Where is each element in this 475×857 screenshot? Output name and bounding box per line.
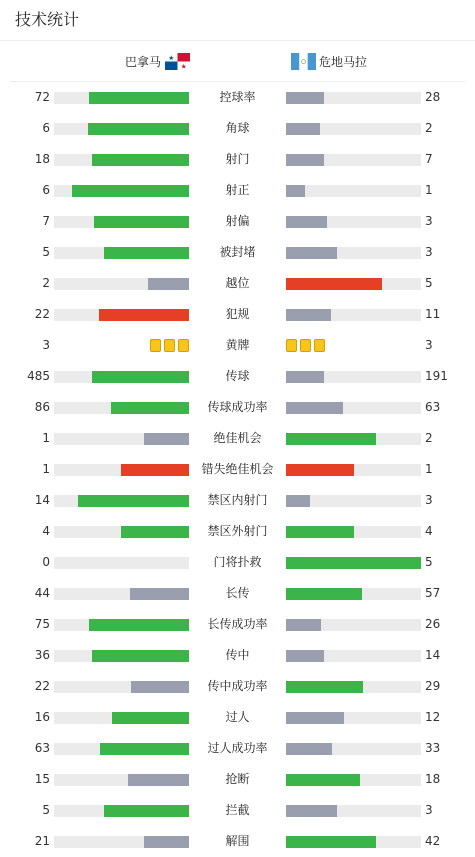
away-bar-fill — [286, 836, 376, 848]
away-value: 26 — [425, 617, 441, 631]
home-value: 6 — [42, 183, 50, 197]
stat-label: 长传成功率 — [207, 617, 268, 631]
away-value: 1 — [425, 462, 433, 476]
home-bar-track — [54, 433, 189, 445]
stat-row — [0, 764, 475, 795]
stat-label: 射门 — [225, 152, 250, 166]
stat-row — [0, 795, 475, 826]
away-bar-fill — [286, 92, 324, 104]
home-bar-track — [54, 185, 189, 197]
away-bar-fill — [286, 464, 354, 476]
home-bar-track — [54, 92, 189, 104]
away-bar-track — [286, 743, 421, 755]
away-value: 63 — [425, 400, 441, 414]
yellow-card-icon — [164, 339, 175, 352]
home-bar-track — [54, 464, 189, 476]
away-bar-track — [286, 247, 421, 259]
stat-row — [0, 485, 475, 516]
away-value: 33 — [425, 741, 441, 755]
home-bar-track — [54, 805, 189, 817]
stat-row — [0, 733, 475, 764]
home-bar-fill — [89, 619, 189, 631]
home-team — [125, 53, 190, 70]
away-bar-track — [286, 526, 421, 538]
away-value: 14 — [425, 648, 441, 662]
home-bar-track — [54, 774, 189, 786]
away-bar-fill — [286, 495, 310, 507]
away-bar-track — [286, 836, 421, 848]
away-bar-fill — [286, 557, 421, 569]
stat-row — [0, 144, 475, 175]
away-value: 18 — [425, 772, 441, 786]
home-value: 4 — [42, 524, 50, 538]
home-bar-track — [54, 650, 189, 662]
stat-label: 门将扑救 — [213, 555, 262, 569]
stat-label: 过人成功率 — [207, 741, 268, 755]
away-bar-fill — [286, 247, 337, 259]
home-bar-fill — [88, 123, 189, 135]
yellow-card-icon — [300, 339, 311, 352]
away-bar-track — [286, 123, 421, 135]
away-yellow-cards — [286, 339, 325, 352]
home-bar-track — [54, 743, 189, 755]
stat-row — [0, 609, 475, 640]
home-bar-track — [54, 309, 189, 321]
away-value: 2 — [425, 121, 433, 135]
away-value: 3 — [425, 245, 433, 259]
away-team-name: 危地马拉 — [319, 55, 368, 69]
guatemala-flag-icon — [291, 53, 316, 70]
home-value: 18 — [34, 152, 50, 166]
stat-label: 射偏 — [225, 214, 250, 228]
home-bar-fill — [72, 185, 189, 197]
stat-label: 拦截 — [225, 803, 250, 817]
stat-label: 禁区内射门 — [207, 493, 268, 507]
away-value: 191 — [425, 369, 448, 383]
home-value: 0 — [42, 555, 50, 569]
stat-label: 错失绝佳机会 — [201, 462, 274, 476]
home-bar-track — [54, 681, 189, 693]
away-value: 12 — [425, 710, 441, 724]
stat-row — [0, 206, 475, 237]
home-bar-fill — [111, 402, 189, 414]
home-value: 1 — [42, 431, 50, 445]
stat-label: 控球率 — [219, 90, 256, 104]
away-bar-track — [286, 774, 421, 786]
away-bar-track — [286, 185, 421, 197]
away-bar-fill — [286, 402, 343, 414]
stat-row — [0, 516, 475, 547]
away-bar-track — [286, 92, 421, 104]
stat-row — [0, 268, 475, 299]
stat-row — [0, 299, 475, 330]
stat-label: 被封堵 — [219, 245, 256, 259]
home-bar-track — [54, 247, 189, 259]
stat-row — [0, 113, 475, 144]
home-value: 485 — [27, 369, 50, 383]
teams-header — [10, 41, 465, 82]
home-bar-track — [54, 619, 189, 631]
stat-row — [0, 361, 475, 392]
away-bar-track — [286, 557, 421, 569]
home-value: 16 — [34, 710, 50, 724]
home-value: 6 — [42, 121, 50, 135]
home-value: 72 — [34, 90, 50, 104]
home-value: 7 — [42, 214, 50, 228]
home-bar-track — [54, 588, 189, 600]
home-yellow-cards — [150, 339, 189, 352]
stat-label: 传球成功率 — [207, 400, 268, 414]
stat-row — [0, 578, 475, 609]
home-value: 21 — [34, 834, 50, 848]
home-bar-fill — [94, 216, 189, 228]
panama-flag-icon — [165, 53, 190, 70]
home-bar-fill — [148, 278, 189, 290]
home-bar-fill — [92, 650, 189, 662]
stat-label: 射正 — [225, 183, 250, 197]
away-bar-track — [286, 588, 421, 600]
home-value: 15 — [34, 772, 50, 786]
away-bar-fill — [286, 619, 321, 631]
away-bar-fill — [286, 185, 305, 197]
away-bar-fill — [286, 712, 344, 724]
home-bar-track — [54, 216, 189, 228]
away-bar-track — [286, 650, 421, 662]
home-bar-fill — [128, 774, 189, 786]
home-bar-fill — [99, 309, 189, 321]
away-bar-fill — [286, 805, 337, 817]
away-bar-track — [286, 495, 421, 507]
away-bar-track — [286, 216, 421, 228]
home-bar-track — [54, 557, 189, 569]
home-value: 2 — [42, 276, 50, 290]
yellow-card-icon — [150, 339, 161, 352]
home-bar-fill — [144, 433, 189, 445]
stat-label: 传中成功率 — [207, 679, 268, 693]
away-bar-fill — [286, 123, 320, 135]
away-bar-track — [286, 681, 421, 693]
stat-label: 禁区外射门 — [207, 524, 268, 538]
stat-row — [0, 826, 475, 857]
away-bar-fill — [286, 681, 363, 693]
home-value: 14 — [34, 493, 50, 507]
away-value: 2 — [425, 431, 433, 445]
home-bar-fill — [92, 154, 189, 166]
home-value: 86 — [34, 400, 50, 414]
away-value: 7 — [425, 152, 433, 166]
away-value: 5 — [425, 555, 433, 569]
away-bar-fill — [286, 371, 324, 383]
away-bar-fill — [286, 526, 354, 538]
stat-label: 越位 — [225, 276, 250, 290]
stat-row — [0, 702, 475, 733]
home-bar-track — [54, 836, 189, 848]
stat-row — [0, 547, 475, 578]
home-bar-track — [54, 495, 189, 507]
away-value: 29 — [425, 679, 441, 693]
home-value: 63 — [34, 741, 50, 755]
away-bar-fill — [286, 588, 362, 600]
away-team — [291, 53, 367, 70]
away-value: 3 — [425, 803, 433, 817]
home-bar-track — [54, 278, 189, 290]
away-bar-track — [286, 278, 421, 290]
stat-label: 绝佳机会 — [213, 431, 262, 445]
stat-label: 长传 — [225, 586, 250, 600]
home-bar-track — [54, 712, 189, 724]
away-bar-track — [286, 805, 421, 817]
away-value: 3 — [425, 338, 433, 352]
away-bar-track — [286, 402, 421, 414]
home-value: 36 — [34, 648, 50, 662]
away-bar-track — [286, 309, 421, 321]
home-value: 5 — [42, 245, 50, 259]
home-value: 5 — [42, 803, 50, 817]
away-bar-track — [286, 712, 421, 724]
stat-row — [0, 175, 475, 206]
away-value: 3 — [425, 214, 433, 228]
stat-row — [0, 671, 475, 702]
home-bar-fill — [144, 836, 189, 848]
home-value: 1 — [42, 462, 50, 476]
away-bar-fill — [286, 743, 332, 755]
home-bar-fill — [121, 526, 189, 538]
home-bar-fill — [131, 681, 189, 693]
away-bar-fill — [286, 433, 376, 445]
away-bar-fill — [286, 650, 324, 662]
away-bar-track — [286, 154, 421, 166]
stat-label: 传中 — [225, 648, 250, 662]
stat-label: 解围 — [225, 834, 250, 848]
stat-row — [0, 392, 475, 423]
stat-label: 角球 — [225, 121, 250, 135]
away-bar-fill — [286, 774, 360, 786]
away-value: 4 — [425, 524, 433, 538]
away-value: 5 — [425, 276, 433, 290]
away-bar-track — [286, 464, 421, 476]
home-value: 44 — [34, 586, 50, 600]
home-value: 22 — [34, 679, 50, 693]
home-bar-fill — [112, 712, 189, 724]
home-team-name: 巴拿马 — [124, 55, 161, 69]
home-bar-fill — [104, 805, 189, 817]
home-bar-fill — [104, 247, 189, 259]
yellow-card-icon — [286, 339, 297, 352]
stat-row — [0, 330, 475, 361]
home-bar-fill — [100, 743, 189, 755]
away-value: 11 — [425, 307, 441, 321]
stat-label: 过人 — [225, 710, 250, 724]
away-value: 3 — [425, 493, 433, 507]
yellow-card-icon — [178, 339, 189, 352]
away-value: 42 — [425, 834, 441, 848]
home-bar-track — [54, 123, 189, 135]
home-bar-track — [54, 154, 189, 166]
stat-label: 黄牌 — [225, 338, 250, 352]
away-value: 1 — [425, 183, 433, 197]
home-value: 3 — [42, 338, 50, 352]
stat-row — [0, 423, 475, 454]
stat-row — [0, 237, 475, 268]
home-bar-fill — [92, 371, 189, 383]
home-bar-track — [54, 402, 189, 414]
away-bar-track — [286, 371, 421, 383]
home-bar-track — [54, 371, 189, 383]
home-value: 22 — [34, 307, 50, 321]
home-bar-fill — [121, 464, 189, 476]
stat-label: 犯规 — [225, 307, 250, 321]
yellow-card-icon — [314, 339, 325, 352]
stat-row — [0, 640, 475, 671]
home-bar-track — [54, 526, 189, 538]
stat-label: 传球 — [225, 369, 250, 383]
home-value: 75 — [34, 617, 50, 631]
stat-row — [0, 82, 475, 113]
away-bar-track — [286, 619, 421, 631]
away-bar-fill — [286, 278, 382, 290]
away-bar-fill — [286, 216, 327, 228]
stat-label: 抢断 — [225, 772, 250, 786]
stat-row — [0, 454, 475, 485]
away-bar-track — [286, 433, 421, 445]
stats-list — [0, 82, 475, 857]
away-bar-fill — [286, 154, 324, 166]
away-value: 28 — [425, 90, 441, 104]
section-title: 技术统计 — [0, 0, 475, 41]
home-bar-fill — [130, 588, 189, 600]
home-bar-fill — [78, 495, 189, 507]
away-bar-fill — [286, 309, 331, 321]
home-bar-fill — [89, 92, 189, 104]
away-value: 57 — [425, 586, 441, 600]
